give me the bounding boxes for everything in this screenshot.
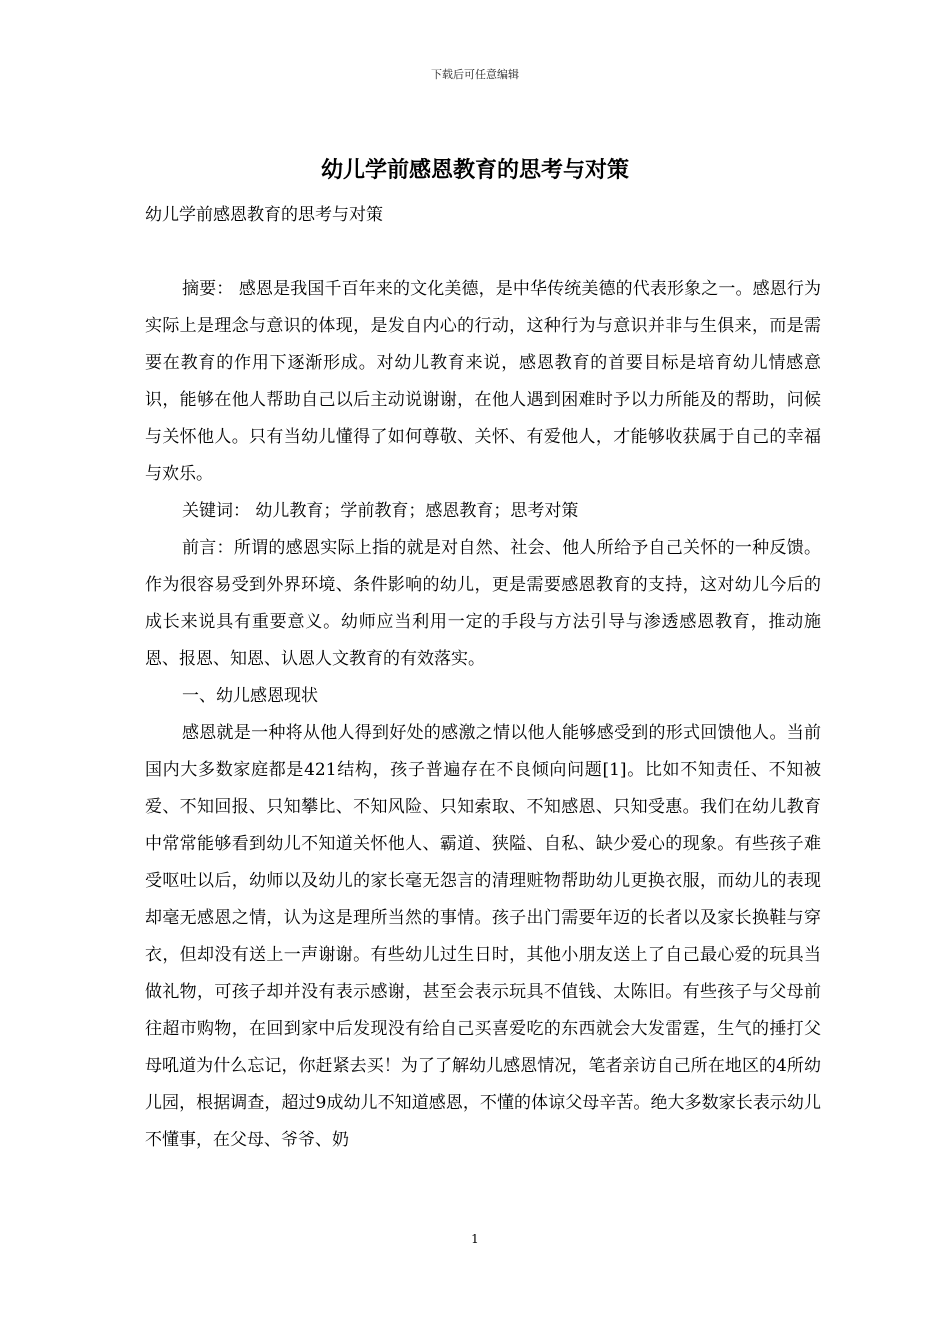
document-body — [145, 197, 821, 1159]
body-paragraph: 感恩就是一种将从他人得到好处的感激之情以他人能够感受到的形式回馈他人。当前国内大多数家庭都是421结构，孩子普遍存在不良倾向问题[1]。比如不知责任、不知被爱、不知回报、只知攀比、不知风险、只知索取、不知感恩、只知受惠。我们在幼儿教育中常常能够看到幼儿不知道关怀他人、霸道、狭隘、自私、缺少爱心的现象。有些孩子难受呕吐以后，幼师以及幼儿的家长毫无怨言的清理赃物帮助幼儿更换衣服，而幼儿的表现却毫无感恩之情，认为这是理所当然的事情。孩子出门需要年迈的长者以及家长换鞋与穿衣，但却没有送上一声谢谢。有些幼儿过生日时，其他小朋友送上了自己最心爱的玩具当做礼物，可孩子却并没有表示感谢，甚至会表示玩具不值钱、太陈旧。有些孩子与父母前往超市购物，在回到家中后发现没有给自己买喜爱吃的东西就会大发雷霆，生气的捶打父母吼道为什么忘记，你赶紧去买！为了了解幼儿感恩情况，笔者亲访自己所在地区的4所幼儿园，根据调查，超过9成幼儿不知道感恩，不懂的体谅父母辛苦。绝大多数家长表示幼儿不懂事，在父母、爷爷、奶 — [145, 723, 821, 1150]
page-header-note: 下载后可任意编辑 — [431, 68, 519, 81]
abstract-paragraph: 摘要： 感恩是我国千百年来的文化美德，是中华传统美德的代表形象之一。感恩行为实际上是理念与意识的体现，是发自内心的行动，这种行为与意识并非与生俱来，而是需要在教育的作用下逐渐形成。对幼儿教育来说，感恩教育的首要目标是培育幼儿情感意识，能够在他人帮助自己以后主动说谢谢，在他人遇到困难时予以力所能及的帮助，问候与关怀他人。只有当幼儿懂得了如何尊敬、关怀、有爱他人，才能够收获属于自己的幸福与欢乐。 — [145, 279, 821, 484]
preface-paragraph: 前言：所谓的感恩实际上指的就是对自然、社会、他人所给予自己关怀的一种反馈。作为很容易受到外界环境、条件影响的幼儿，更是需要感恩教育的支持，这对幼儿今后的成长来说具有重要意义。幼师应当利用一定的手段与方法引导与渗透感恩教育，推动施恩、报恩、知恩、认恩人文教育的有效落实。 — [145, 538, 821, 669]
page-number: 1 — [471, 1232, 479, 1246]
keywords-line: 关键词： 幼儿教育；学前教育；感恩教育；思考对策 — [182, 501, 579, 521]
document-subtitle: 幼儿学前感恩教育的思考与对策 — [145, 205, 383, 225]
section-heading: 一、幼儿感恩现状 — [182, 686, 318, 706]
document-title: 幼儿学前感恩教育的思考与对策 — [320, 157, 629, 183]
